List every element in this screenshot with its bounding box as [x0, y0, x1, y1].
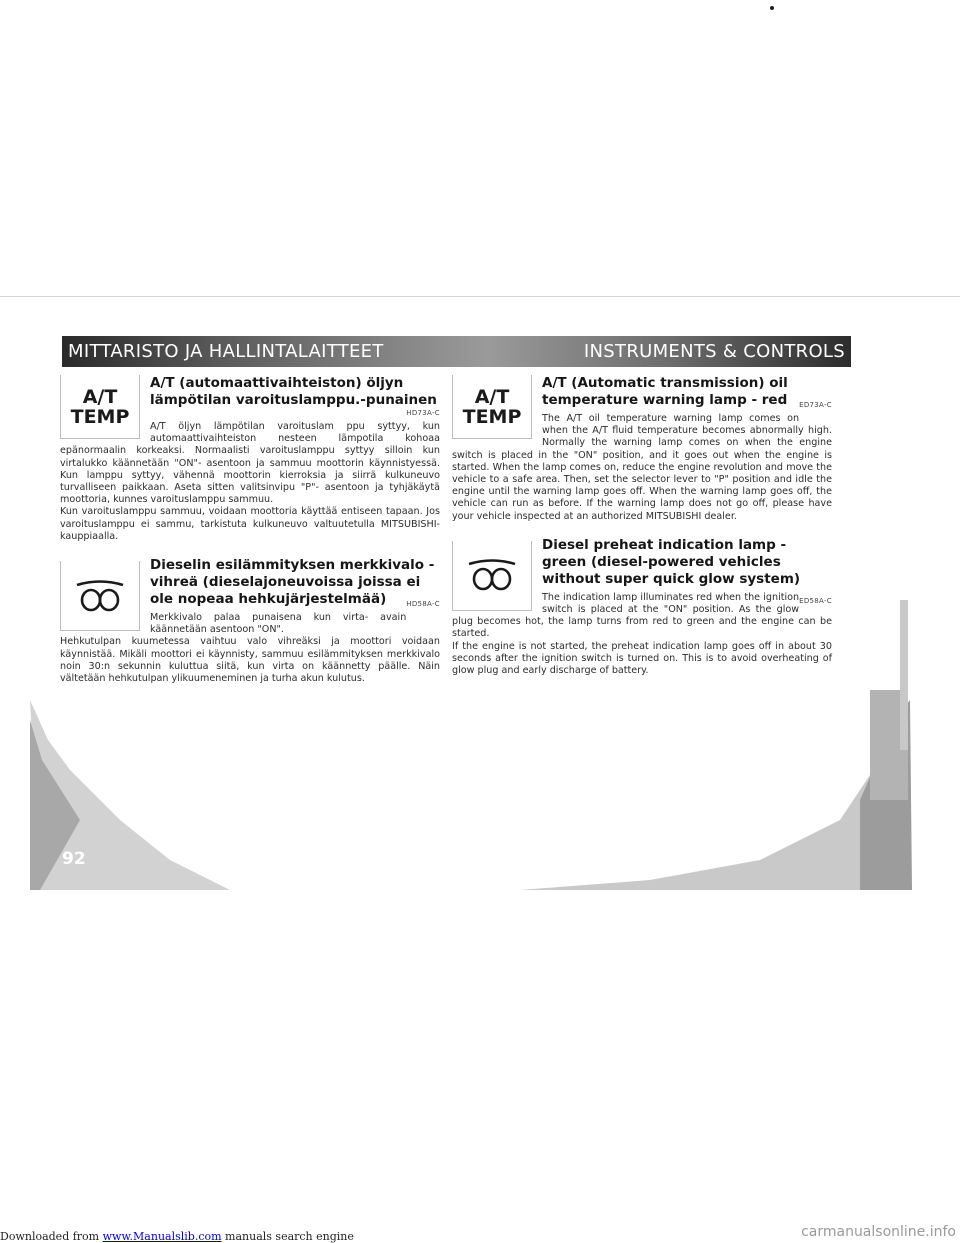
download-footer [0, 1230, 354, 1243]
fi-at-temp-heading: A/T (automaattivaihteiston) öljyn lämpötilan varoituslamppu.-punainen [150, 375, 437, 408]
footer-prefix: Downloaded from [0, 1230, 103, 1243]
banner-title-finnish: MITTARISTO JA HALLINTALAITTEET [68, 341, 384, 362]
fi-at-temp-code: HD73A-C [406, 409, 440, 417]
at-temp-icon-line1: A/T [82, 385, 118, 408]
en-at-temp-body: The A/T oil temperature warning lamp comes on when the A/T fluid temperature becomes abnormally high. Normally the warning lamp comes on when the engine switch is placed in the "ON" position, and it goes out when the engine is started. When the lamp comes on, reduce the engine revolution and move the vehicle to a safe area. Then, set the selector lever to "P" position and idle the engine until the warning lamp goes off. When the warning lamp goes off, the vehicle can run as before. If the warning lamp does not go off, please have your vehicle inspected at an authorized MITSUBISHI dealer. [452, 413, 832, 522]
finnish-column [60, 375, 440, 685]
page-number: 92 [62, 849, 86, 869]
watermark: carmanualsonline.info [801, 1224, 956, 1240]
en-at-temp-title: A/T (Automatic transmission) oil temperature warning lamp - red [542, 375, 788, 408]
section-banner [62, 336, 851, 367]
manualslib-link[interactable]: www.Manualslib.com [102, 1230, 222, 1243]
at-temp-icon-line2-en: TEMP [462, 405, 522, 428]
fi-at-temp-entry [60, 375, 440, 543]
at-temp-icon-line1-en: A/T [474, 385, 510, 408]
fi-glow-title: Dieselin esilämmityksen merkkivalo - vihreä (dieselajoneuvoissa joissa ei ole nopeaa hehkujärjestelmää) [150, 557, 435, 608]
en-glow-entry [452, 537, 832, 677]
en-at-temp-code: ED73A-C [799, 401, 832, 409]
banner-title-english: INSTRUMENTS & CONTROLS [583, 341, 845, 362]
glow-plug-icon-en [452, 541, 532, 611]
en-glow-body: The indication lamp illuminates red when the ignition switch is placed at the "ON" position. As the glow plug becomes hot, the lamp turns from red to green and the engine can be started. If the engine is not started, the preheat indication lamp goes off in about 30 seconds after the ignition switch is turned on. This is to avoid overheating of glow plug and early discharge of battery. [452, 591, 832, 677]
at-temp-warning-icon-en [452, 375, 532, 439]
en-at-temp-entry [452, 375, 832, 523]
en-glow-title: Diesel preheat indication lamp - green (diesel-powered vehicles without super quick glow system) [542, 536, 801, 587]
at-temp-warning-icon [60, 375, 140, 439]
english-column [452, 375, 832, 677]
footer-suffix: manuals search engine [221, 1230, 354, 1243]
fi-glow-entry [60, 557, 440, 685]
fi-glow-code: HD58A-C [406, 600, 440, 609]
fi-at-temp-body: A/T öljyn lämpötilan varoituslam ppu syttyy, kun automaattivaihteiston nesteen lämpotila kohoaa epänormaalin korkeaksi. Normaalisti varoituslamppu syttyy silloin kun virtalukko käännetään "ON"- asentoon ja sammuu moottorin käynnistyessä. Kun lamppu syttyy, vähennä moottorin kierroksia ja siirrä kulkuneuvo turvalliseen paikkaan. Aseta sitten valitsinvipu "P"- asentoon ja tyhjäkäytä moottoria, kunnes varoituslamppu sammuu. Kun varoituslamppu sammuu, voidaan moottoria käyttää entiseen tapaan. Jos varoituslamppu ei sammu, tarkistuta kulkuneuvo valtuutetulla MITSUBISHI-kauppiaalla. [60, 421, 440, 542]
glow-plug-icon [60, 561, 140, 631]
fi-glow-body: Merkkivalo palaa punaisena kun virta- avain käännetään asentoon "ON". Hehkutulpan kuumetessa vaihtuu valo vihreäksi ja moottori voidaan käynnistää. Mikäli moottori ei käynnisty, sammuu esilämmityksen merkkivalo noin 30:n sekunnin kuluttua siitä, kun virta on käännetty päälle. Näin vältetään hehkutulpan ylikuumeneminen ja turha akun kulutus. [60, 612, 440, 685]
en-glow-code: ED58A-C [799, 596, 832, 605]
at-temp-icon-line2: TEMP [70, 405, 130, 428]
